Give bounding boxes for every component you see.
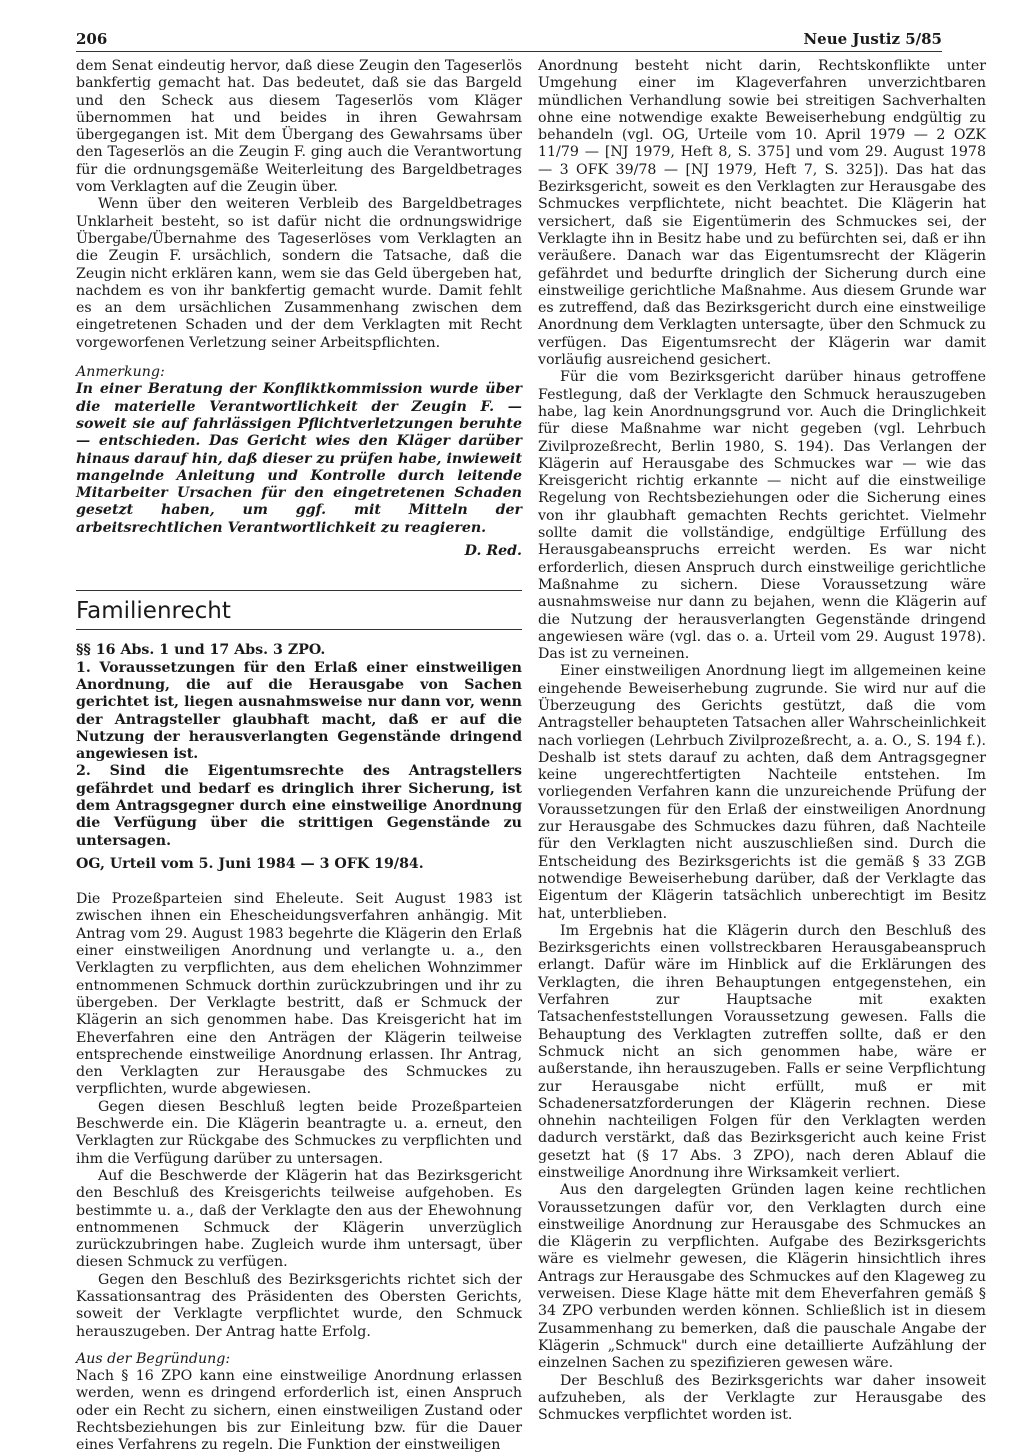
page-header [76, 30, 942, 52]
body-paragraph: Aus den dargelegten Gründen lagen keine rechtlichen Voraussetzungen dafür vor, den Verklagten durch eine einstweilige Anordnung zur Herausgabe des Schmuckes an die Klägerin zu verpflichten. Aufgabe des Bezirksgerichts wäre es vielmehr gewesen, die Klägerin hinsichtlich ihres Antrags zur Herausgabe des Schmuckes auf den Klageweg zu verweisen. Diese Klage hätte mit dem Eheverfahren gemäß § 34 ZPO verbunden werden können. Schließlich ist in diesem Zusammenhang zu bemerken, daß die pauschale Angabe der Klägerin „Schmuck" durch eine detaillierte Aufzählung der einzelnen Sachen zu spezifizieren gewesen wäre. [538, 1182, 986, 1372]
body-paragraph: Im Ergebnis hat die Klägerin durch den Beschluß des Bezirksgerichts einen vollstreckbaren Herausgabeanspruch erlangt. Dafür wäre im Hinblick auf die Erklärungen des Verklagten, die ihren Behauptungen entgegenstehen, ein Verfahren zur Hauptsache mit exakten Tatsachenfeststellungen Voraussetzung gewesen. Falls die Behauptung des Verklagten zutreffen sollte, daß er den Schmuck nicht an sich genommen habe, wäre er außerstande, ihn herauszugeben. Falls er seine Verpflichtung zur Herausgabe nicht erfüllt, muß er mit Schadenersatzforderungen der Klägerin rechnen. Diese ohnehin nachteiligen Folgen für den Verklagten werden dadurch verstärkt, daß das Bezirksgericht auch keine Frist gesetzt hat (§ 17 Abs. 3 ZPO), nach deren Ablauf die einstweilige Anordnung ihre Wirksamkeit verliert. [538, 922, 986, 1181]
journal-issue: Neue Justiz 5/85 [803, 30, 942, 48]
right-column [538, 58, 986, 1424]
case-paragraph: Gegen diesen Beschluß legten beide Prozeßparteien Beschwerde ein. Die Klägerin beantragte u. a. erneut, den Verklagten zur Rückgabe des Schmuckes zu verpflichten und ihm die Verfügung darüber zu untersagen. [76, 1098, 522, 1167]
body-paragraph: Für die vom Bezirksgericht darüber hinaus getroffene Festlegung, daß der Verklagte den Schmuck herauszugeben habe, lag kein Anordnungsgrund vor. Auch die Dringlichkeit für diese Maßnahme war nicht gegeben (vgl. Lehrbuch Zivilprozeßrecht, Berlin 1980, S. 194). Das Verlangen der Klägerin auf Herausgabe des Schmuckes war — wie das Kreisgericht richtig erkannte — nicht auf die einstweilige Regelung von Rechtsbeziehungen oder die Sicherung eines von ihr glaubhaft gemachten Rechts gerichtet. Vielmehr sollte damit die vollständige, endgültige Erfüllung des Herausgabeanspruchs erreicht werden. Es war nicht erforderlich, diesen Anspruch durch einstweilige gerichtliche Maßnahme zu sichern. Diese Voraussetzung wäre ausnahmsweise nur dann zu bejahen, wenn die Klägerin auf die Nutzung der herausverlangten Gegenstände dringend angewiesen wäre (vgl. das o. a. Urteil vom 29. August 1978). Das ist zu verneinen. [538, 369, 986, 663]
reasons-heading: Aus der Begründung: [76, 1350, 231, 1367]
norms-reference: §§ 16 Abs. 1 und 17 Abs. 3 ZPO. [76, 642, 326, 659]
page-number: 206 [76, 30, 108, 48]
intro-paragraph: Wenn über den weiteren Verbleib des Bargeldbetrages Unklarheit besteht, so ist dafür nicht die ordnungswidrige Übergabe/Übernahme des Tageserlöses vom Verklagten an die Zeugin F. ursächlich, sondern die Tatsache, daß die Zeugin nicht erklären kann, wem sie das Geld übergeben hat, nachdem es von ihr bankfertig gemacht wurde. Damit fehlt es an dem ursächlichen Zusammenhang zwischen dem eingetretenen Schaden und der dem Verklagten mit Recht vorgeworfenen Verletzung seiner Arbeitspflichten. [76, 196, 522, 351]
case-facts [76, 891, 522, 1341]
note-heading: Anmerkung: [76, 364, 165, 381]
court-citation: OG, Urteil vom 5. Juni 1984 — 3 OFK 19/84. [76, 855, 424, 872]
note-text: In einer Beratung der Konfliktkommission wurde über die materielle Verantwortlichkeit der Zeugin F. — soweit sie auf fahrlässigen Pflichtverletzungen beruhte — entschieden. Das Gericht wies den Kläger darüber hinaus darauf hin, daß dieser zu prüfen habe, inwieweit mangelnde Anleitung und Kontrolle durch leitende Mitarbeiter Ursachen für den eingetretenen Schaden gesetzt haben, um ggf. mit Mitteln der arbeitsrechtlichen Verantwortlichkeit zu reagieren. [76, 381, 522, 536]
headnote-1: 1. Voraussetzungen für den Erlaß einer einstweiligen Anordnung, die auf die Herausgabe von Sachen gerichtet ist, liegen ausnahmsweise nur dann vor, wenn der Antragsteller glaubhaft macht, daß er auf die Nutzung der herausverlangten Gegenstände dringend angewiesen ist. [76, 659, 522, 763]
left-column [76, 58, 522, 1455]
body-paragraph: Anordnung besteht nicht darin, Rechtskonflikte unter Umgehung einer im Klageverfahren unverzichtbaren mündlichen Verhandlung sowie bei streitigen Sachverhalten ohne eine notwendige exakte Beweiserhebung endgültig zu behandeln (vgl. OG, Urteile vom 10. April 1979 — 2 OZK 11/79 — [NJ 1979, Heft 8, S. 375] und vom 29. August 1978 — 3 OFK 39/78 — [NJ 1979, Heft 7, S. 325]). Das hat das Bezirksgericht, soweit es den Verklagten zur Herausgabe des Schmuckes verpflichtete, nicht beachtet. Die Klägerin hat versichert, daß sie Eigentümerin des Schmuckes sei, der Verklagte ihn in Besitz habe und zu befürchten sei, daß er ihn veräußere. Danach war das Eigentumsrecht der Klägerin gefährdet und bedurfte dringlich der Sicherung durch eine einstweilige gerichtliche Maßnahme. Aus diesem Grunde war es zutreffend, daß das Bezirksgericht durch eine einstweilige Anordnung dem Verklagten untersagte, über den Schmuck zu verfügen. Das Eigentumsrecht der Klägerin war damit vorläufig ausreichend gesichert. [538, 58, 986, 369]
case-paragraph: Die Prozeßparteien sind Eheleute. Seit August 1983 ist zwischen ihnen ein Ehescheidungsverfahren anhängig. Mit Antrag vom 29. August 1983 begehrte die Klägerin den Erlaß einer einstweiligen Anordnung und verlangte u. a., den Verklagten zu verpflichten, aus dem ehelichen Wohnzimmer entnommenen Schmuck dorthin zurückzubringen und ihr zu übergeben. Der Verklagte bestritt, daß er Schmuck der Klägerin an sich genommen habe. Das Kreisgericht hat im Eheverfahren eine den Anträgen der Klägerin teilweise entsprechende einstweilige Anordnung erlassen. Ihr Antrag, den Verklagten zur Herausgabe des Schmuckes zu verpflichten, wurde abgewiesen. [76, 891, 522, 1098]
headnote-2: 2. Sind die Eigentumsrechte des Antragstellers gefährdet und bedarf es dringlich ihrer Sicherung, ist dem Antragsgegner durch eine einstweilige Anordnung die Verfügung über die strittigen Gegenstände zu untersagen. [76, 763, 522, 849]
section-title: Familienrecht [76, 590, 522, 630]
intro-paragraph: dem Senat eindeutig hervor, daß diese Zeugin den Tageserlös bankfertig gemacht hat. Das bedeutet, daß sie das Bargeld und den Scheck aus diesem Tageserlös vom Kläger übernommen hat und beides in ihren Gewahrsam übergegangen ist. Mit dem Übergang des Gewahrsams über den Tageserlös an die Zeugin F. ging auch die Verantwortung für die ordnungsgemäße Weiterleitung des Bargeldbetrages vom Verklagten auf die Zeugin über. [76, 58, 522, 196]
body-paragraph: Einer einstweiligen Anordnung liegt im allgemeinen keine eingehende Beweiserhebung zugrunde. Sie wird nur auf die Überzeugung des Gerichts gestützt, daß die vom Antragsteller behaupteten Tatsachen aller Wahrscheinlichkeit nach vorliegen (Lehrbuch Zivilprozeßrecht, a. a. O., S. 194 f.). Deshalb ist stets darauf zu achten, daß dem Antragsgegner keine ungerechtfertigten Nachteile entstehen. Im vorliegenden Verfahren kann die unzureichende Prüfung der Voraussetzungen für den Erlaß der einstweiligen Anordnung zur Herausgabe des Schmuckes dazu führen, daß Nachteile für den Verklagten nicht auszuschließen sind. Durch die Entscheidung des Bezirksgerichts ist die gemäß § 33 ZGB notwendige Beweiserhebung darüber, daß der Verklagte das Eigentum der Klägerin tatsächlich unberechtigt im Besitz hat, unterblieben. [538, 663, 986, 922]
editor-signature: D. Red. [464, 543, 522, 560]
case-paragraph: Gegen den Beschluß des Bezirksgerichts richtet sich der Kassationsantrag des Präsidenten des Obersten Gerichts, soweit der Verklagte verpflichtet wurde, den Schmuck herauszugeben. Der Antrag hatte Erfolg. [76, 1271, 522, 1340]
body-paragraph: Der Beschluß des Bezirksgerichts war daher insoweit aufzuheben, als der Verklagte zur Herausgabe des Schmuckes verpflichtet worden ist. [538, 1372, 986, 1424]
case-paragraph: Auf die Beschwerde der Klägerin hat das Bezirksgericht den Beschluß des Kreisgerichts teilweise aufgehoben. Es bestimmte u. a., daß der Verklagte den aus der Ehewohnung entnommenen Schmuck der Klägerin unverzüglich zurückzubringen habe. Zugleich wurde ihm untersagt, über diesen Schmuck zu verfügen. [76, 1167, 522, 1271]
reasons-paragraph: Nach § 16 ZPO kann eine einstweilige Anordnung erlassen werden, wenn es dringend erforderlich ist, einen Anspruch oder ein Recht zu sichern, einen einstweiligen Zustand oder Rechtsbeziehungen bis zur Einleitung bzw. für die Dauer eines Verfahrens zu regeln. Die Funktion der einstweiligen [76, 1368, 522, 1454]
